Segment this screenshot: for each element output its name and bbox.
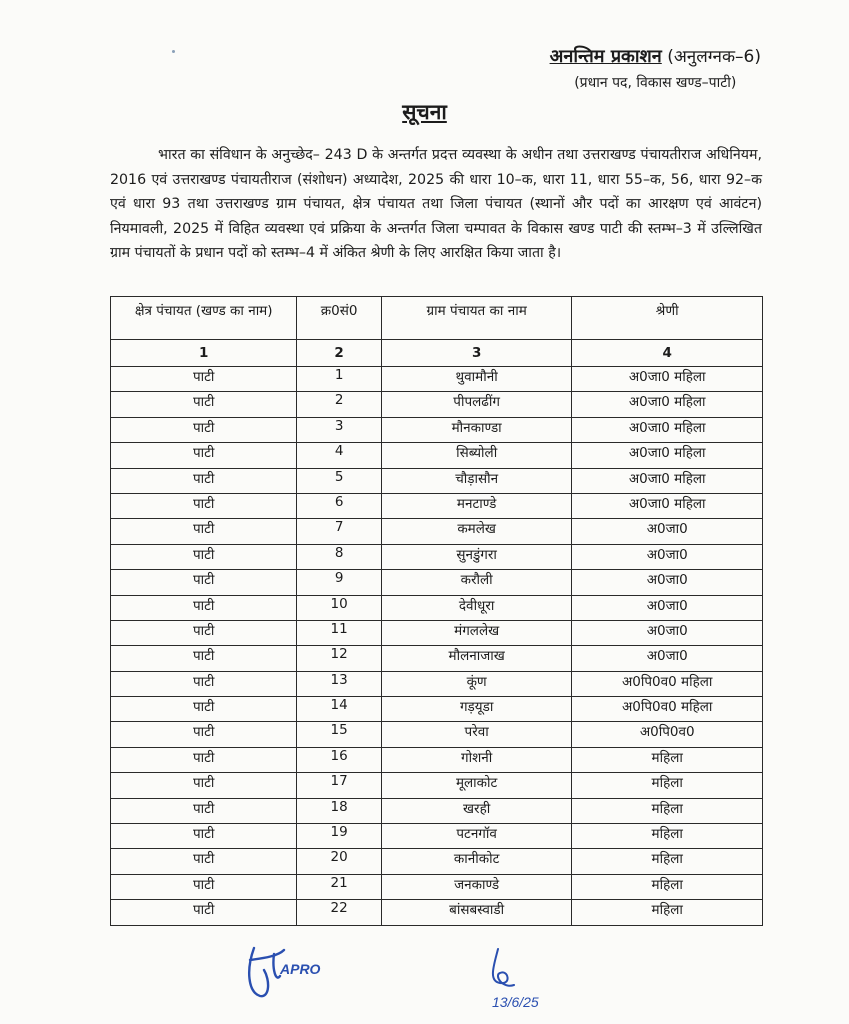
row-gram-panchayat: मनटाण्डे: [381, 493, 572, 518]
table-row: [111, 519, 763, 544]
row-block-name: पाटी: [111, 900, 297, 925]
row-gram-panchayat: पटनगॉव: [381, 824, 572, 849]
column-number-row: [111, 340, 763, 367]
table-row: [111, 900, 763, 925]
signature-left-text: APRO: [280, 961, 321, 977]
row-category: अ0जा0: [572, 519, 763, 544]
row-block-name: पाटी: [111, 798, 297, 823]
row-category: महिला: [572, 824, 763, 849]
column-number: 1: [111, 340, 297, 367]
row-serial-no: 14: [297, 697, 381, 722]
row-gram-panchayat: कमलेख: [381, 519, 572, 544]
row-category: महिला: [572, 900, 763, 925]
table-row: [111, 798, 763, 823]
table-row: [111, 468, 763, 493]
table-row: [111, 824, 763, 849]
row-category: महिला: [572, 874, 763, 899]
row-category: महिला: [572, 747, 763, 772]
header-category: श्रेणी: [572, 297, 763, 340]
row-gram-panchayat: कूंण: [381, 671, 572, 696]
column-number: 3: [381, 340, 572, 367]
provisional-publication-title: अनन्तिम प्रकाशन: [549, 46, 662, 67]
row-category: अ0जा0 महिला: [572, 443, 763, 468]
row-serial-no: 6: [297, 493, 381, 518]
row-gram-panchayat: मंगललेख: [381, 620, 572, 645]
row-category: अ0जा0: [572, 544, 763, 569]
row-block-name: पाटी: [111, 544, 297, 569]
row-gram-panchayat: सिब्योली: [381, 443, 572, 468]
header-gram-panchayat: ग्राम पंचायत का नाम: [381, 297, 572, 340]
row-serial-no: 18: [297, 798, 381, 823]
row-gram-panchayat: खरही: [381, 798, 572, 823]
row-serial-no: 3: [297, 417, 381, 442]
notice-paragraph: भारत का संविधान के अनुच्छेद– 243 D के अन्तर्गत प्रदत्त व्यवस्था के अधीन तथा उत्तराखण्ड पंचायतीराज अधिनियम, 2016 एवं उत्तराखण्ड पंचायतीराज (संशोधन) अध्यादेश, 2025 की धारा 10–क, धारा 11, धारा 55–क, 56, धारा 92–क एवं धारा 93 तथा उत्तराखण्ड ग्राम पंचायत, क्षेत्र पंचायत तथा जिला पंचायत (स्थानों और पदों का आरक्षण एवं आवंटन) नियमावली, 2025 में विहित व्यवस्था एवं प्रक्रिया के अन्तर्गत जिला चम्पावत के विकास खण्ड पाटी की स्तम्भ–3 में उल्लिखित ग्राम पंचायतों के प्रधान पदों को स्तम्भ–4 में अंकित श्रेणी के लिए आरक्षित किया जाता है।: [110, 147, 762, 261]
signature-right: [478, 945, 568, 1024]
row-serial-no: 17: [297, 773, 381, 798]
row-gram-panchayat: थुवामौनी: [381, 367, 572, 392]
table-row: [111, 392, 763, 417]
row-category: महिला: [572, 773, 763, 798]
row-block-name: पाटी: [111, 443, 297, 468]
row-category: महिला: [572, 798, 763, 823]
table-row: [111, 417, 763, 442]
signature-right-date: 13/6/25: [492, 994, 539, 1010]
row-category: अ0पि0व0 महिला: [572, 697, 763, 722]
row-gram-panchayat: कानीकोट: [381, 849, 572, 874]
row-category: अ0जा0 महिला: [572, 417, 763, 442]
row-block-name: पाटी: [111, 417, 297, 442]
row-serial-no: 5: [297, 468, 381, 493]
table-row: [111, 367, 763, 392]
row-gram-panchayat: देवीधूरा: [381, 595, 572, 620]
row-block-name: पाटी: [111, 493, 297, 518]
row-block-name: पाटी: [111, 620, 297, 645]
row-block-name: पाटी: [111, 392, 297, 417]
row-gram-panchayat: गड़यूडा: [381, 697, 572, 722]
row-serial-no: 19: [297, 824, 381, 849]
row-serial-no: 1: [297, 367, 381, 392]
row-category: अ0जा0: [572, 595, 763, 620]
row-gram-panchayat: बांसबस्वाडी: [381, 900, 572, 925]
row-serial-no: 22: [297, 900, 381, 925]
row-block-name: पाटी: [111, 468, 297, 493]
table-row: [111, 493, 763, 518]
row-serial-no: 4: [297, 443, 381, 468]
row-block-name: पाटी: [111, 595, 297, 620]
row-block-name: पाटी: [111, 722, 297, 747]
header-subtitle: (प्रधान पद, विकास खण्ड–पाटी): [574, 75, 737, 91]
row-category: अ0पि0व0 महिला: [572, 671, 763, 696]
table-row: [111, 849, 763, 874]
table-row: [111, 570, 763, 595]
header-block-name: क्षेत्र पंचायत (खण्ड का नाम): [111, 297, 297, 340]
row-category: अ0जा0 महिला: [572, 367, 763, 392]
row-block-name: पाटी: [111, 697, 297, 722]
row-gram-panchayat: करौली: [381, 570, 572, 595]
table-row: [111, 722, 763, 747]
row-block-name: पाटी: [111, 367, 297, 392]
row-block-name: पाटी: [111, 646, 297, 671]
row-category: अ0जा0: [572, 570, 763, 595]
row-gram-panchayat: मौनकाण्डा: [381, 417, 572, 442]
row-category: अ0जा0 महिला: [572, 468, 763, 493]
header-serial-no: क्र0सं0: [297, 297, 381, 340]
row-serial-no: 8: [297, 544, 381, 569]
table-row: [111, 443, 763, 468]
row-category: अ0पि0व0: [572, 722, 763, 747]
row-serial-no: 11: [297, 620, 381, 645]
row-serial-no: 21: [297, 874, 381, 899]
document-header: [550, 44, 761, 92]
table-row: [111, 773, 763, 798]
row-category: महिला: [572, 849, 763, 874]
table-row: [111, 595, 763, 620]
row-gram-panchayat: परेवा: [381, 722, 572, 747]
annexure-label: (अनुलग्नक–6): [667, 47, 761, 67]
row-category: अ0जा0: [572, 646, 763, 671]
row-serial-no: 16: [297, 747, 381, 772]
row-gram-panchayat: पीपलढींग: [381, 392, 572, 417]
row-gram-panchayat: मूलाकोट: [381, 773, 572, 798]
table-row: [111, 747, 763, 772]
signature-right-scribble: [478, 945, 568, 1020]
row-serial-no: 20: [297, 849, 381, 874]
row-serial-no: 7: [297, 519, 381, 544]
row-block-name: पाटी: [111, 849, 297, 874]
table-row: [111, 646, 763, 671]
row-category: अ0जा0 महिला: [572, 493, 763, 518]
header-line: [550, 44, 761, 68]
row-block-name: पाटी: [111, 747, 297, 772]
row-block-name: पाटी: [111, 570, 297, 595]
row-serial-no: 15: [297, 722, 381, 747]
row-block-name: पाटी: [111, 519, 297, 544]
reservation-table: [110, 296, 763, 926]
row-gram-panchayat: मौलनाजाख: [381, 646, 572, 671]
table-header-row: [111, 297, 763, 340]
row-category: अ0जा0: [572, 620, 763, 645]
column-number: 2: [297, 340, 381, 367]
notice-title: सूचना: [402, 100, 447, 124]
speck: [172, 50, 175, 53]
row-gram-panchayat: गोशनी: [381, 747, 572, 772]
signature-left-scribble: [240, 940, 340, 1000]
row-serial-no: 2: [297, 392, 381, 417]
row-category: अ0जा0 महिला: [572, 392, 763, 417]
table-row: [111, 697, 763, 722]
signature-left: [240, 940, 340, 1004]
row-block-name: पाटी: [111, 671, 297, 696]
row-serial-no: 9: [297, 570, 381, 595]
table-row: [111, 620, 763, 645]
row-serial-no: 13: [297, 671, 381, 696]
column-number: 4: [572, 340, 763, 367]
row-gram-panchayat: चौड़ासौन: [381, 468, 572, 493]
row-block-name: पाटी: [111, 773, 297, 798]
table-row: [111, 544, 763, 569]
row-serial-no: 12: [297, 646, 381, 671]
row-serial-no: 10: [297, 595, 381, 620]
row-block-name: पाटी: [111, 824, 297, 849]
row-gram-panchayat: सुनडुंगरा: [381, 544, 572, 569]
row-gram-panchayat: जनकाण्डे: [381, 874, 572, 899]
table-row: [111, 874, 763, 899]
row-block-name: पाटी: [111, 874, 297, 899]
table-row: [111, 671, 763, 696]
